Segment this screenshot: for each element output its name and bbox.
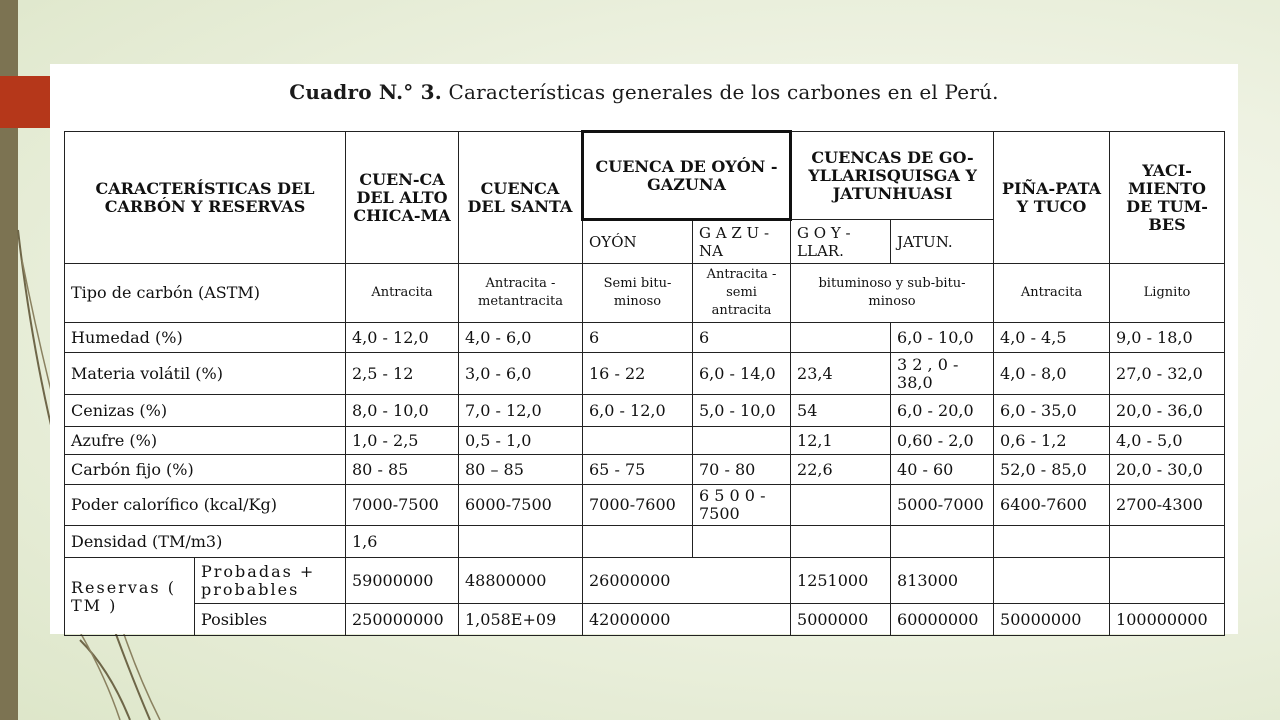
header-row-1 <box>65 132 1225 220</box>
cell-alto: 80 - 85 <box>346 455 459 485</box>
cell-jatun: 40 - 60 <box>891 455 994 485</box>
cell-tipo-tumbes: Lignito <box>1110 264 1225 323</box>
row-label-probadas: Probadas + probables <box>195 558 346 604</box>
cell-gazuna: 6 <box>693 323 791 353</box>
cell-oyon: 65 - 75 <box>583 455 693 485</box>
cell-tumbes <box>1110 526 1225 558</box>
table-row <box>65 427 1225 455</box>
cell-gazuna: 6,0 - 14,0 <box>693 353 791 395</box>
cell-pina: 52,0 - 85,0 <box>994 455 1110 485</box>
cell-alto: 8,0 - 10,0 <box>346 395 459 427</box>
cell-tipo-oyon: Semi bitu-minoso <box>583 264 693 323</box>
cell-alto: 59000000 <box>346 558 459 604</box>
cell-goy <box>791 323 891 353</box>
cell-gazuna <box>693 526 791 558</box>
table-row <box>65 395 1225 427</box>
cell-tipo-gazuna: Antracita - semi antracita <box>693 264 791 323</box>
table-row-posibles <box>65 604 1225 636</box>
cell-goy: 54 <box>791 395 891 427</box>
cell-jatun: 6,0 - 10,0 <box>891 323 994 353</box>
cell-santa: 80 – 85 <box>459 455 583 485</box>
table-caption <box>50 80 1238 104</box>
cell-tumbes: 100000000 <box>1110 604 1225 636</box>
table-row <box>65 485 1225 526</box>
slide-content <box>50 64 1238 634</box>
cell-gazuna <box>693 427 791 455</box>
cell-santa: 3,0 - 6,0 <box>459 353 583 395</box>
cell-tumbes: 27,0 - 32,0 <box>1110 353 1225 395</box>
cell-pina: 4,0 - 4,5 <box>994 323 1110 353</box>
row-label-reservas: Reservas ( TM ) <box>65 558 195 636</box>
red-accent-tab <box>0 76 50 128</box>
header-gazuna: G A Z U - NA <box>693 220 791 264</box>
cell-santa: 4,0 - 6,0 <box>459 323 583 353</box>
cell-jatun <box>891 526 994 558</box>
cell-pina: 50000000 <box>994 604 1110 636</box>
cell-tipo-santa: Antracita - metantracita <box>459 264 583 323</box>
cell-pina: 4,0 - 8,0 <box>994 353 1110 395</box>
row-label: Materia volátil (%) <box>65 353 346 395</box>
cell-oyon: 16 - 22 <box>583 353 693 395</box>
cell-alto: 1,6 <box>346 526 459 558</box>
header-pinapata-tuco: PIÑA-PATA Y TUCO <box>994 132 1110 264</box>
cell-goy: 12,1 <box>791 427 891 455</box>
cell-pina <box>994 526 1110 558</box>
header-characteristics: CARACTERÍSTICAS DEL CARBÓN Y RESERVAS <box>65 132 346 264</box>
caption-text: Características generales de los carbones en el Perú. <box>441 80 999 104</box>
cell-goy <box>791 526 891 558</box>
cell-goy: 5000000 <box>791 604 891 636</box>
header-santa: CUENCA DEL SANTA <box>459 132 583 264</box>
row-label: Carbón fijo (%) <box>65 455 346 485</box>
table-row <box>65 353 1225 395</box>
caption-number: Cuadro N.° 3. <box>289 80 442 104</box>
table-row <box>65 526 1225 558</box>
header-oyon-gazuna: CUENCA DE OYÓN - GAZUNA <box>583 132 791 220</box>
cell-jatun: 0,60 - 2,0 <box>891 427 994 455</box>
cell-alto: 7000-7500 <box>346 485 459 526</box>
cell-jatun: 813000 <box>891 558 994 604</box>
cell-santa: 0,5 - 1,0 <box>459 427 583 455</box>
header-tumbes: YACI-MIENTO DE TUM-BES <box>1110 132 1225 264</box>
cell-santa: 48800000 <box>459 558 583 604</box>
cell-oyon: 7000-7600 <box>583 485 693 526</box>
cell-oyon-gazuna: 42000000 <box>583 604 791 636</box>
cell-santa: 6000-7500 <box>459 485 583 526</box>
cell-alto: 4,0 - 12,0 <box>346 323 459 353</box>
row-label: Poder calorífico (kcal/Kg) <box>65 485 346 526</box>
table-row <box>65 455 1225 485</box>
cell-pina: 6400-7600 <box>994 485 1110 526</box>
cell-oyon-gazuna: 26000000 <box>583 558 791 604</box>
cell-tumbes: 20,0 - 36,0 <box>1110 395 1225 427</box>
cell-goy: 22,6 <box>791 455 891 485</box>
cell-pina: 0,6 - 1,2 <box>994 427 1110 455</box>
header-oyon: OYÓN <box>583 220 693 264</box>
cell-alto: 2,5 - 12 <box>346 353 459 395</box>
coal-characteristics-table <box>64 130 1225 636</box>
cell-tumbes: 20,0 - 30,0 <box>1110 455 1225 485</box>
cell-jatun: 60000000 <box>891 604 994 636</box>
table-row-probadas <box>65 558 1225 604</box>
cell-alto: 250000000 <box>346 604 459 636</box>
cell-tumbes: 4,0 - 5,0 <box>1110 427 1225 455</box>
header-alto-chicama: CUEN-CA DEL ALTO CHICA-MA <box>346 132 459 264</box>
cell-jatun: 6,0 - 20,0 <box>891 395 994 427</box>
header-jatun: JATUN. <box>891 220 994 264</box>
cell-jatun: 5000-7000 <box>891 485 994 526</box>
cell-tipo-pina: Antracita <box>994 264 1110 323</box>
cell-santa: 7,0 - 12,0 <box>459 395 583 427</box>
row-label-tipo: Tipo de carbón (ASTM) <box>65 264 346 323</box>
row-label: Humedad (%) <box>65 323 346 353</box>
cell-tipo-alto: Antracita <box>346 264 459 323</box>
cell-oyon: 6,0 - 12,0 <box>583 395 693 427</box>
row-label: Cenizas (%) <box>65 395 346 427</box>
cell-pina <box>994 558 1110 604</box>
cell-tumbes <box>1110 558 1225 604</box>
cell-santa <box>459 526 583 558</box>
table-row <box>65 323 1225 353</box>
table-row-tipo <box>65 264 1225 323</box>
cell-santa: 1,058E+09 <box>459 604 583 636</box>
cell-goy: 1251000 <box>791 558 891 604</box>
cell-oyon: 6 <box>583 323 693 353</box>
cell-oyon <box>583 427 693 455</box>
cell-goy: 23,4 <box>791 353 891 395</box>
cell-tipo-goy-jatun: bituminoso y sub-bitu-minoso <box>791 264 994 323</box>
cell-alto: 1,0 - 2,5 <box>346 427 459 455</box>
header-goyllarisquisga-jatunhuasi: CUENCAS DE GO-YLLARISQUISGA Y JATUNHUASI <box>791 132 994 220</box>
cell-jatun: 3 2 , 0 - 38,0 <box>891 353 994 395</box>
cell-gazuna: 5,0 - 10,0 <box>693 395 791 427</box>
cell-goy <box>791 485 891 526</box>
cell-pina: 6,0 - 35,0 <box>994 395 1110 427</box>
header-goyllar: G O Y - LLAR. <box>791 220 891 264</box>
row-label: Densidad (TM/m3) <box>65 526 346 558</box>
row-label-posibles: Posibles <box>195 604 346 636</box>
cell-gazuna: 70 - 80 <box>693 455 791 485</box>
cell-gazuna: 6 5 0 0 - 7500 <box>693 485 791 526</box>
cell-tumbes: 9,0 - 18,0 <box>1110 323 1225 353</box>
cell-tumbes: 2700-4300 <box>1110 485 1225 526</box>
row-label: Azufre (%) <box>65 427 346 455</box>
cell-oyon <box>583 526 693 558</box>
